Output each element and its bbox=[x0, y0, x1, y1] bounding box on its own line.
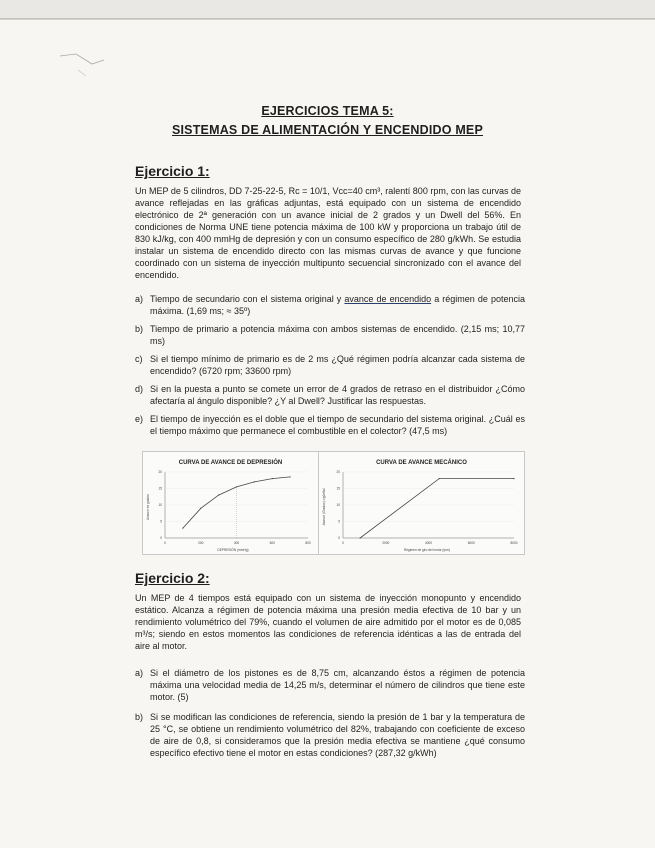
y-axis-label: Avance (Grados) cigüeñal bbox=[322, 488, 326, 526]
question-text: Tiempo de secundario con el sistema original y bbox=[150, 294, 345, 304]
exercise-2-heading: Ejercicio 2: bbox=[135, 570, 210, 586]
data-point bbox=[254, 481, 255, 482]
data-point bbox=[218, 495, 219, 496]
exercise-2-questions bbox=[135, 667, 525, 767]
question-item bbox=[135, 711, 525, 759]
y-axis-label: Avance en grados bbox=[146, 494, 150, 520]
series-line bbox=[183, 477, 290, 528]
depression-advance-chart-svg bbox=[143, 452, 318, 554]
question-item bbox=[135, 353, 525, 377]
data-point bbox=[290, 476, 291, 477]
x-tick-label: 600 bbox=[269, 541, 275, 545]
underlined-text: avance de encendido bbox=[344, 294, 432, 304]
x-tick-label: 800 bbox=[305, 541, 311, 545]
question-letter: b) bbox=[135, 712, 144, 722]
question-text: Si el diámetro de los pistones es de 8,75 cm, alcanzando éstos a régimen de potencia máxima una velocidad media de 14,25 m/s, determinar el número de cilindros que tiene este motor. (5) bbox=[150, 668, 525, 702]
y-tick-label: 20 bbox=[336, 470, 340, 474]
question-text: a régimen de potencia máxima. (1,69 ms; ≈ 35º) bbox=[150, 294, 525, 316]
question-text: Si se modifican las condiciones de referencia, siendo la presión de 1 bar y la temperatura de 25 °C, se obtiene un rendimiento volumétrico del 82%, trabajando con coeficiente de exceso de aire de 0,8, si consideramos que la presión media efectiva se mantiene ¿qué consumo específico efectivo tiene el motor en estas condiciones? (287,32 g/kWh) bbox=[150, 712, 525, 758]
data-point bbox=[513, 478, 514, 479]
x-tick-label: 0 bbox=[342, 541, 344, 545]
exercise-1-heading: Ejercicio 1: bbox=[135, 163, 210, 179]
exercise-1-statement: Un MEP de 5 cilindros, DD 7-25-22-5, Rc = 10/1, Vcc=40 cm³, ralentí 800 rpm, con las curvas de avance reflejadas en las gráficas adjuntas, está equipado con un sistema de encendido electrónico de 2ª generación con un avance inicial de 2 grados y un Dwell del 56%. En condiciones de Norma UNE tiene potencia máxima de 100 kW y proporciona un trabajo útil de 830 kJ/kg, con 400 mmHg de depresión y con un consumo específico de 280 g/kWh. Se estudia instalar un sistema de encendido directo con las mismas curvas de avance y que funcione coordinado con un sistema de inyección multipunto secuencial sincronizado con el avance del encendido. bbox=[135, 186, 521, 280]
plot-area bbox=[158, 470, 310, 545]
question-text: Si en la puesta a punto se comete un error de 4 grados de retraso en el distribuidor ¿Cómo afectaría al ángulo disponible? ¿Y al Dwell? Justificar las respuestas. bbox=[150, 384, 525, 406]
question-text: Tiempo de primario a potencia máxima con ambos sistemas de encendido. (2,15 ms; 10,77 ms) bbox=[150, 324, 525, 346]
question-letter: b) bbox=[135, 324, 144, 334]
question-letter: c) bbox=[135, 354, 143, 364]
question-item bbox=[135, 293, 525, 317]
x-tick-label: 0 bbox=[164, 541, 166, 545]
y-tick-label: 10 bbox=[336, 503, 340, 507]
page-subtitle: SISTEMAS DE ALIMENTACIÓN Y ENCENDIDO MEP bbox=[171, 123, 484, 137]
exercise-1-questions bbox=[135, 293, 525, 443]
mechanical-advance-chart-svg bbox=[319, 452, 524, 554]
y-tick-label: 20 bbox=[158, 470, 162, 474]
data-point bbox=[360, 537, 361, 538]
question-item bbox=[135, 413, 525, 437]
data-point bbox=[200, 508, 201, 509]
page-title: EJERCICIOS TEMA 5: bbox=[261, 104, 394, 118]
x-axis-label: Régimen de giro del motor (rpm) bbox=[403, 548, 451, 552]
question-text: El tiempo de inyección es el doble que el tiempo de secundario del sistema original. ¿Cuál es el tiempo máximo que permanece el combustible en el colector? (47,5 ms) bbox=[150, 414, 525, 436]
question-letter: d) bbox=[135, 384, 144, 394]
exercise-2-statement: Un MEP de 4 tiempos está equipado con un sistema de inyección monopunto y encendido estático. Alcanza a régimen de potencia máxima una presión media efectiva de 10 bar y un rendimiento volumétrico del 79%, cuando el volumen de aire admitido por el motor es de 0,085 m³/s; siendo en estos momentos las condiciones de referencia idénticas a las de entrada del aire al motor. bbox=[135, 593, 521, 651]
pencil-mark bbox=[58, 50, 118, 80]
x-tick-label: 200 bbox=[198, 541, 204, 545]
mechanical-advance-chart bbox=[318, 451, 525, 555]
question-item bbox=[135, 667, 525, 703]
data-point bbox=[272, 478, 273, 479]
x-tick-label: 4000 bbox=[424, 541, 433, 545]
question-text: Si el tiempo mínimo de primario es de 2 ms ¿Qué régimen podría alcanzar cada sistema de encendido? (6720 rpm; 33600 rpm) bbox=[150, 354, 525, 376]
y-tick-label: 0 bbox=[338, 536, 340, 540]
question-item bbox=[135, 383, 525, 407]
depression-advance-chart bbox=[142, 451, 319, 555]
question-letter: a) bbox=[135, 668, 144, 678]
question-letter: e) bbox=[135, 414, 144, 424]
question-letter: a) bbox=[135, 294, 144, 304]
x-tick-label: 8000 bbox=[510, 541, 518, 545]
y-tick-label: 0 bbox=[160, 536, 162, 540]
y-tick-label: 5 bbox=[160, 519, 162, 524]
y-tick-label: 15 bbox=[336, 486, 340, 491]
x-tick-label: 2000 bbox=[382, 541, 390, 545]
data-point bbox=[439, 478, 440, 479]
y-tick-label: 15 bbox=[158, 486, 162, 491]
y-tick-label: 5 bbox=[338, 519, 340, 524]
plot-area bbox=[336, 470, 517, 545]
chart-title: CURVA DE AVANCE DE DEPRESIÓN bbox=[178, 460, 283, 466]
x-tick-label: 6000 bbox=[467, 541, 475, 545]
x-tick-label: 400 bbox=[233, 541, 240, 545]
data-point bbox=[182, 528, 183, 529]
chart-title: CURVA DE AVANCE MECÁNICO bbox=[376, 460, 467, 466]
series-line bbox=[360, 479, 514, 538]
question-item bbox=[135, 323, 525, 347]
y-tick-label: 10 bbox=[158, 503, 162, 507]
x-axis-label: DEPRESIÓN (mmHg) bbox=[217, 548, 249, 552]
